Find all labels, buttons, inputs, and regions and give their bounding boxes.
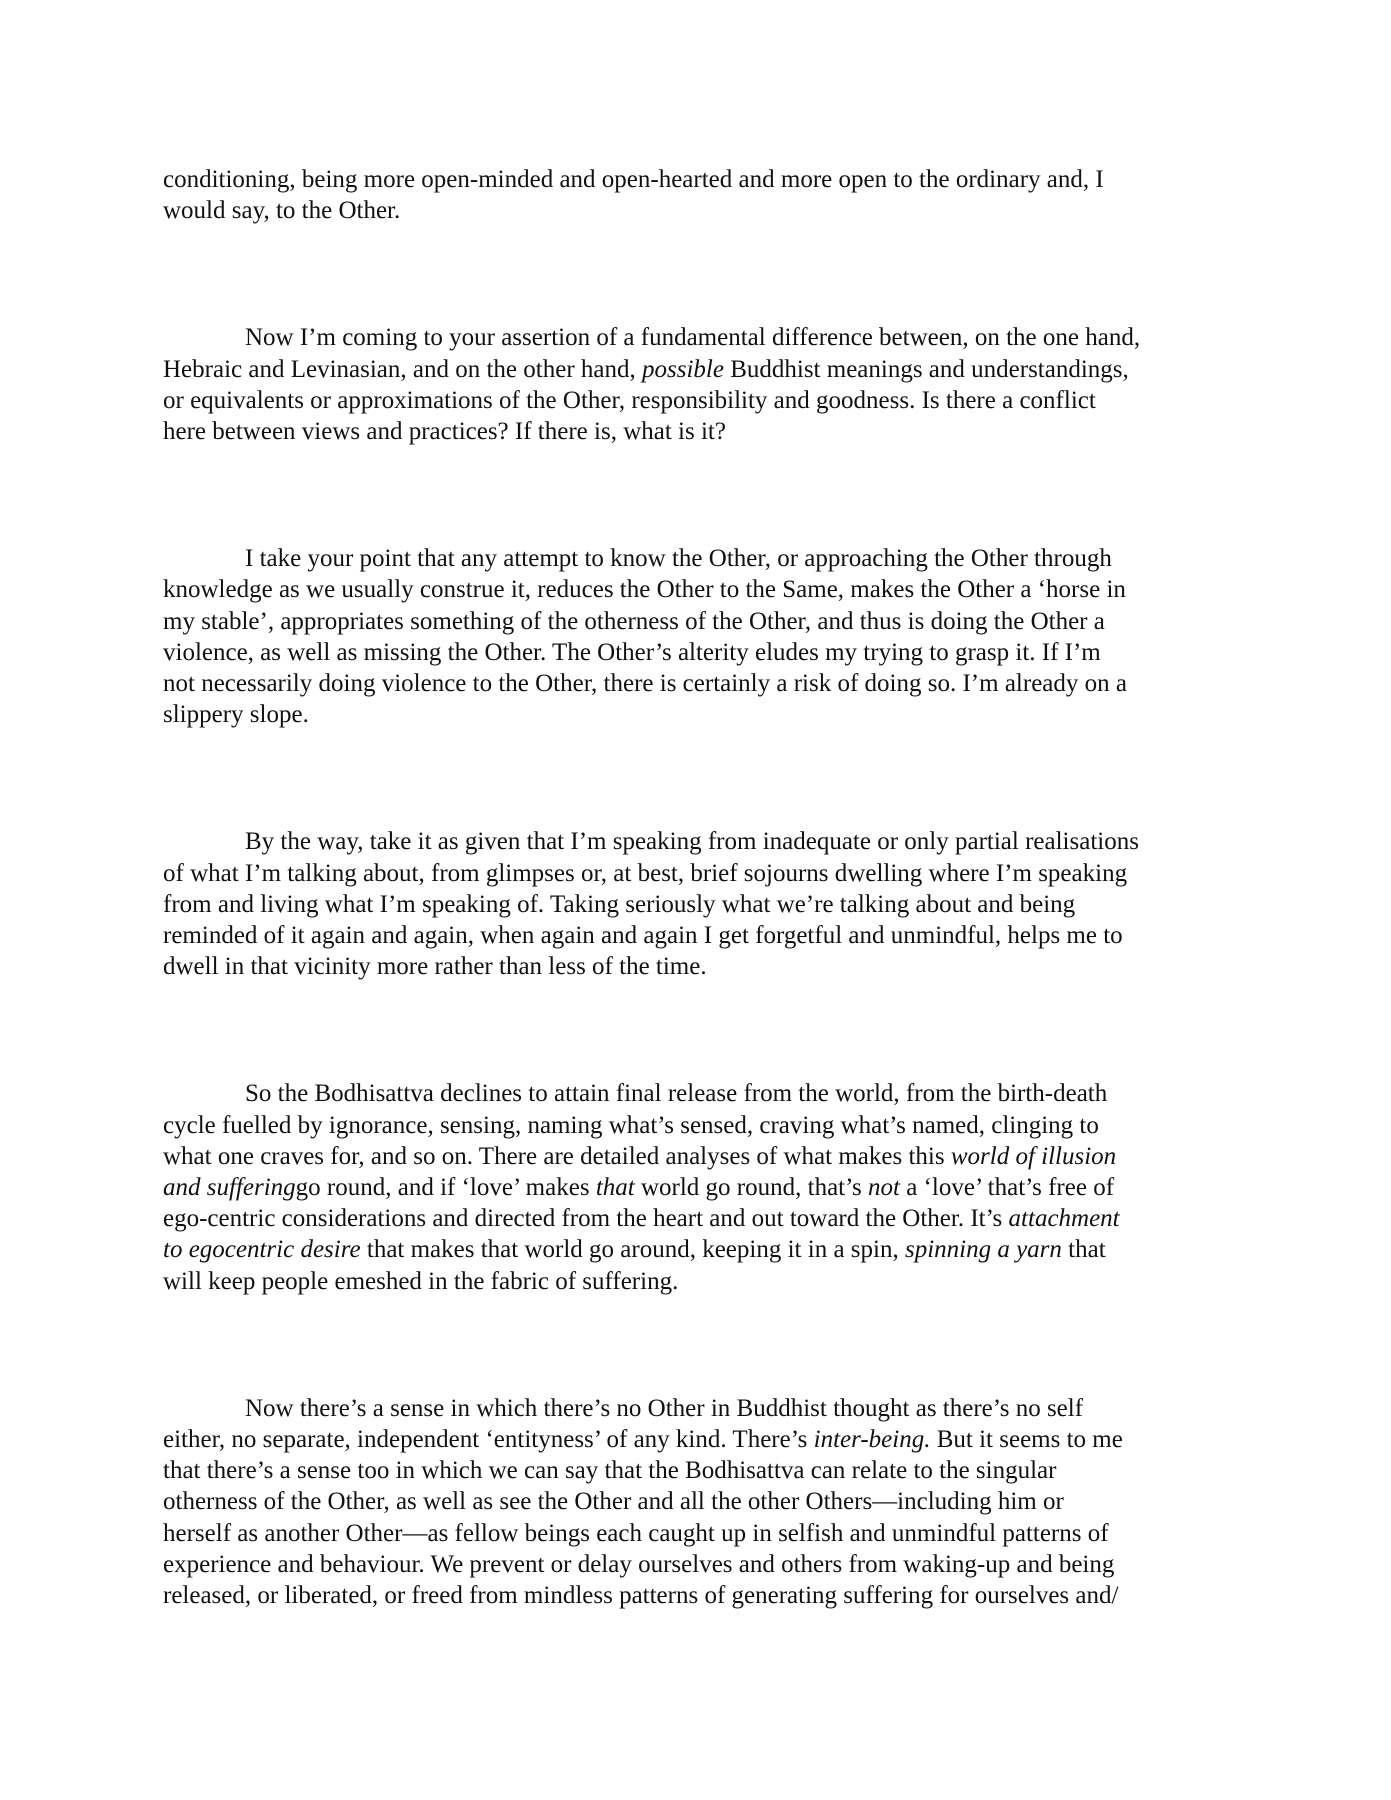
text-line: [163, 1234, 1228, 1265]
text-line: [163, 354, 1228, 385]
text-run: either, no separate, independent ‘entityness’ of any kind. There’s: [163, 1426, 814, 1454]
paragraph-2: [163, 322, 1228, 447]
text-run: conditioning, being more open-minded and open-hearted and more open to the ordinary and, I: [163, 166, 1104, 193]
text-line: [163, 1580, 1228, 1611]
text-run: herself as another Other—as fellow beings each caught up in selfish and unmindful patterns of: [163, 1519, 1109, 1547]
text-run: By the way, take it as given that I’m speaking from inadequate or only partial realisations: [245, 828, 1139, 856]
text-line: [163, 826, 1228, 857]
text-line: [163, 1455, 1228, 1486]
text-line: [163, 668, 1228, 699]
text-line: [163, 164, 1228, 195]
text-run: otherness of the Other, as well as see the Other and all the other Others—including him or: [163, 1488, 1064, 1516]
italic-text: to egocentric desire: [163, 1236, 361, 1264]
text-run: my stable’, appropriates something of the otherness of the Other, and thus is doing the Other a: [163, 607, 1105, 635]
text-run: But it seems to me: [930, 1426, 1123, 1454]
text-run: here between views and practices? If there is, what is it?: [163, 418, 726, 446]
text-line: [163, 1486, 1228, 1517]
text-run: or equivalents or approximations of the Other, responsibility and goodness. Is there a conflict: [163, 386, 1096, 414]
text-run: cycle fuelled by ignorance, sensing, naming what’s sensed, craving what’s named, clinging to: [163, 1111, 1099, 1139]
text-run: go round, and if ‘love’ makes: [295, 1174, 596, 1202]
text-line: [163, 951, 1228, 982]
text-line: [163, 574, 1228, 605]
paragraph-6: [163, 1393, 1228, 1611]
text-line: [163, 416, 1228, 447]
text-line: [163, 699, 1228, 730]
text-line: [163, 1203, 1228, 1234]
text-run: that there’s a sense too in which we can say that the Bodhisattva can relate to the singular: [163, 1457, 1057, 1485]
paragraph-4: [163, 826, 1228, 982]
text-run: that: [1061, 1236, 1106, 1264]
italic-text: possible: [642, 355, 724, 383]
document-page: [163, 164, 1228, 1611]
text-run: slippery slope.: [163, 701, 309, 729]
text-line: [163, 858, 1228, 889]
text-line: [163, 1518, 1228, 1549]
text-run: Buddhist meanings and understandings,: [723, 355, 1129, 383]
text-run: will keep people emeshed in the fabric of suffering.: [163, 1267, 679, 1295]
text-line: [163, 1549, 1228, 1580]
italic-text: not: [868, 1174, 900, 1202]
text-run: not necessarily doing violence to the Other, there is certainly a risk of doing so. I’m already on a: [163, 670, 1127, 698]
text-run: world go round, that’s: [634, 1174, 869, 1202]
italic-text: inter-being.: [813, 1426, 931, 1454]
text-run: Now I’m coming to your assertion of a fundamental difference between, on the one hand,: [245, 324, 1141, 352]
text-line: [163, 1110, 1228, 1141]
text-line: [163, 322, 1228, 353]
italic-text: world of illusion: [950, 1142, 1117, 1170]
text-line: [163, 195, 1228, 226]
italic-text: and suffering: [163, 1174, 296, 1202]
text-line: [163, 1141, 1228, 1172]
text-run: So the Bodhisattva declines to attain final release from the world, from the birth-death: [245, 1080, 1108, 1108]
text-line: [163, 1424, 1228, 1455]
text-line: [163, 543, 1228, 574]
text-run: released, or liberated, or freed from mindless patterns of generating suffering for ourselves and/: [163, 1582, 1119, 1610]
text-run: knowledge as we usually construe it, reduces the Other to the Same, makes the Other a ‘horse in: [163, 576, 1126, 604]
text-run: reminded of it again and again, when again and again I get forgetful and unmindful, helps me to: [163, 922, 1123, 950]
text-run: I take your point that any attempt to know the Other, or approaching the Other through: [245, 545, 1112, 573]
text-run: a ‘love’ that’s free of: [900, 1174, 1115, 1202]
text-run: of what I’m talking about, from glimpses or, at best, brief sojourns dwelling where I’m speaking: [163, 859, 1128, 887]
text-line: [163, 1266, 1228, 1297]
text-line: [163, 1172, 1228, 1203]
text-run: dwell in that vicinity more rather than less of the time.: [163, 953, 707, 981]
text-line: [163, 889, 1228, 920]
text-line: [163, 1078, 1228, 1109]
text-run: what one craves for, and so on. There are detailed analyses of what makes this: [163, 1142, 951, 1170]
text-run: violence, as well as missing the Other. The Other’s alterity eludes my trying to grasp it. If I’m: [163, 638, 1101, 666]
italic-text: spinning a yarn: [904, 1236, 1062, 1264]
text-run: Hebraic and Levinasian, and on the other hand,: [163, 355, 642, 383]
italic-text: that: [595, 1174, 635, 1202]
italic-text: attachment: [1008, 1205, 1120, 1233]
text-run: experience and behaviour. We prevent or delay ourselves and others from waking-up and being: [163, 1550, 1115, 1578]
text-run: Now there’s a sense in which there’s no Other in Buddhist thought as there’s no self: [245, 1394, 1084, 1422]
paragraph-3: [163, 543, 1228, 730]
text-line: [163, 920, 1228, 951]
text-line: [163, 1393, 1228, 1424]
text-run: ego-centric considerations and directed from the heart and out toward the Other. It’s: [163, 1205, 1009, 1233]
text-line: [163, 385, 1228, 416]
paragraph-1: [163, 164, 1228, 226]
text-run: would say, to the Other.: [163, 197, 401, 225]
text-line: [163, 606, 1228, 637]
text-line: [163, 637, 1228, 668]
text-run: from and living what I’m speaking of. Taking seriously what we’re talking about and being: [163, 890, 1076, 918]
paragraph-5: [163, 1078, 1228, 1296]
text-run: that makes that world go around, keeping it in a spin,: [360, 1236, 905, 1264]
